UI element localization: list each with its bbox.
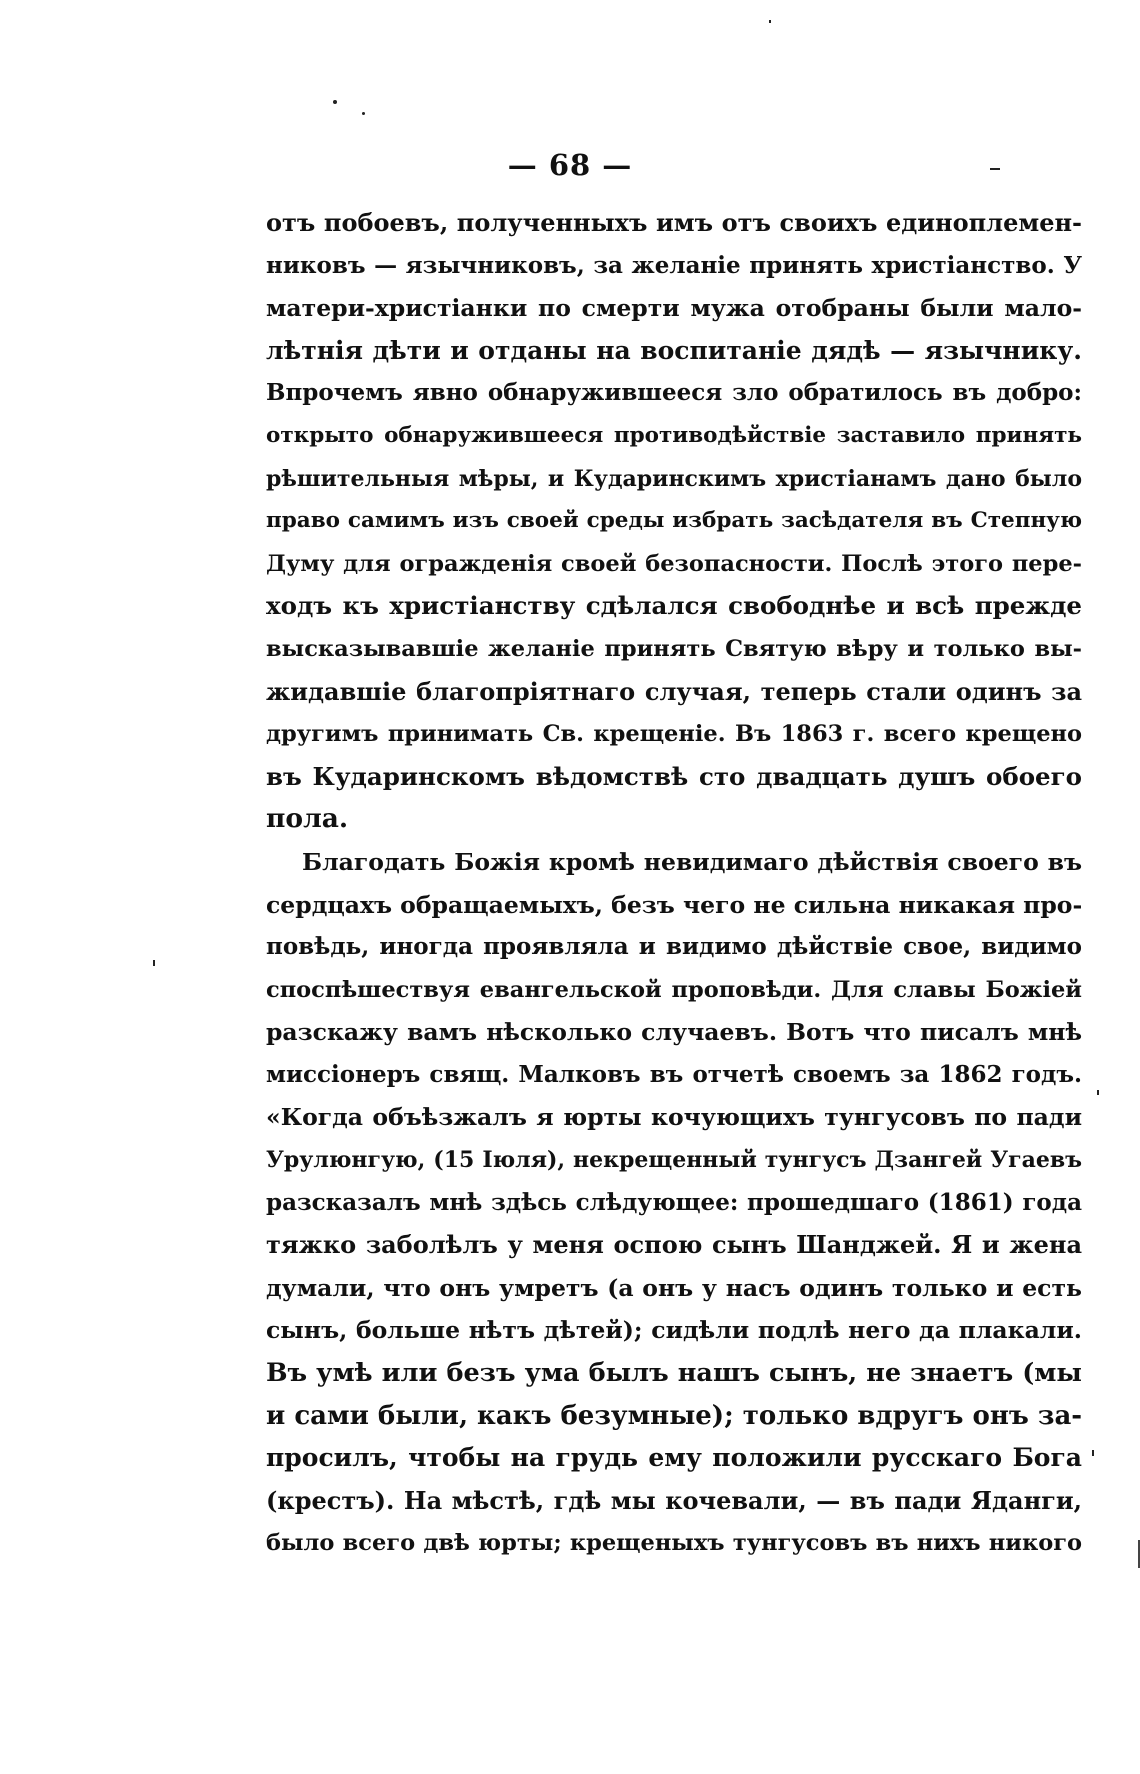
text-line: разскажу вамъ нѣсколько случаевъ. Вотъ что писалъ мнѣ — [266, 1018, 1082, 1047]
text-line: жидавшіе благопріятнаго случая, теперь стали одинъ за — [266, 676, 1082, 706]
text-line: было всего двѣ юрты; крещеныхъ тунгусовъ въ нихъ никого — [266, 1530, 1082, 1557]
text-line: споспѣшествуя евангельской проповѣди. Для славы Божіей — [266, 976, 1082, 1003]
text-line: ходъ къ христіанству сдѣлался свободнѣе и всѣ прежде — [266, 591, 1082, 621]
page-number: — 68 — — [507, 148, 633, 182]
scan-speck — [333, 100, 337, 104]
text-line: въ Кударинскомъ вѣдомствѣ сто двадцать душъ обоего — [266, 761, 1082, 791]
text-line: повѣдь, иногда проявляла и видимо дѣйствіе свое, видимо — [266, 933, 1082, 961]
text-line: просилъ, чтобы на грудь ему положили русскаго Бога — [266, 1443, 1082, 1473]
scan-speck — [769, 20, 771, 23]
text-line: отъ побоевъ, полученныхъ имъ отъ своихъ единоплемен- — [266, 208, 1082, 237]
scan-speck — [1092, 1450, 1094, 1456]
text-line: (крестъ). На мѣстѣ, гдѣ мы кочевали, — въ пади Яданги, — [266, 1485, 1082, 1515]
text-line: сынъ, больше нѣтъ дѣтей); сидѣли подлѣ него да плакали. — [266, 1316, 1082, 1345]
text-line: другимъ принимать Св. крещеніе. Въ 1863 г. всего крещено — [266, 721, 1082, 748]
text-line: сердцахъ обращаемыхъ, безъ чего не сильна никакая про- — [266, 890, 1082, 919]
text-line: Урулюнгую, (15 Іюля), некрещенный тунгусъ Дзангей Угаевъ — [266, 1147, 1082, 1174]
scan-speck — [153, 960, 155, 966]
text-line: матери-христіанки по смерти мужа отобраны были мало- — [266, 294, 1082, 323]
text-line: пола. — [266, 803, 349, 835]
text-line: миссіонеръ свящ. Малковъ въ отчетѣ своемъ за 1862 годъ. — [266, 1060, 1082, 1088]
text-line: думали, что онъ умретъ (а онъ у насъ одинъ только и есть — [266, 1273, 1082, 1302]
text-line: открыто обнаружившееся противодѣйствіе заставило принять — [266, 422, 1082, 448]
text-line: Впрочемъ явно обнаружившееся зло обратилось въ добро: — [266, 379, 1082, 407]
text-line: право самимъ изъ своей среды избрать засѣдателя въ Степную — [266, 508, 1082, 534]
scan-speck — [1097, 1090, 1099, 1095]
text-line: разсказалъ мнѣ здѣсь слѣдующее: прошедшаго (1861) года — [266, 1188, 1082, 1216]
body-text — [266, 202, 1082, 1565]
text-line: Въ умѣ или безъ ума былъ нашъ сынъ, не знаетъ (мы — [266, 1358, 1082, 1389]
text-line: тяжко заболѣлъ у меня оспою сынъ Шанджей. Я и жена — [266, 1230, 1082, 1260]
paragraph-start-line: Благодать Божія кромѣ невидимаго дѣйствія своего въ — [302, 847, 1082, 876]
text-line: никовъ — язычниковъ, за желаніе принять христіанство. У — [266, 251, 1082, 279]
text-line: рѣшительныя мѣры, и Кударинскимъ христіанамъ дано было — [266, 465, 1082, 492]
text-line: высказывавшіе желаніе принять Святую вѣру и только вы- — [266, 635, 1082, 662]
text-line: «Когда объѣзжалъ я юрты кочующихъ тунгусовъ по пади — [266, 1103, 1082, 1132]
scan-speck — [990, 168, 1000, 170]
scan-speck — [362, 112, 365, 115]
text-line: Думу для огражденія своей безопасности. Послѣ этого пере- — [266, 550, 1082, 577]
text-line: и сами были, какъ безумные); только вдругъ онъ за- — [266, 1400, 1082, 1431]
text-line: лѣтнія дѣти и отданы на воспитаніе дядѣ — язычнику. — [266, 335, 1082, 365]
